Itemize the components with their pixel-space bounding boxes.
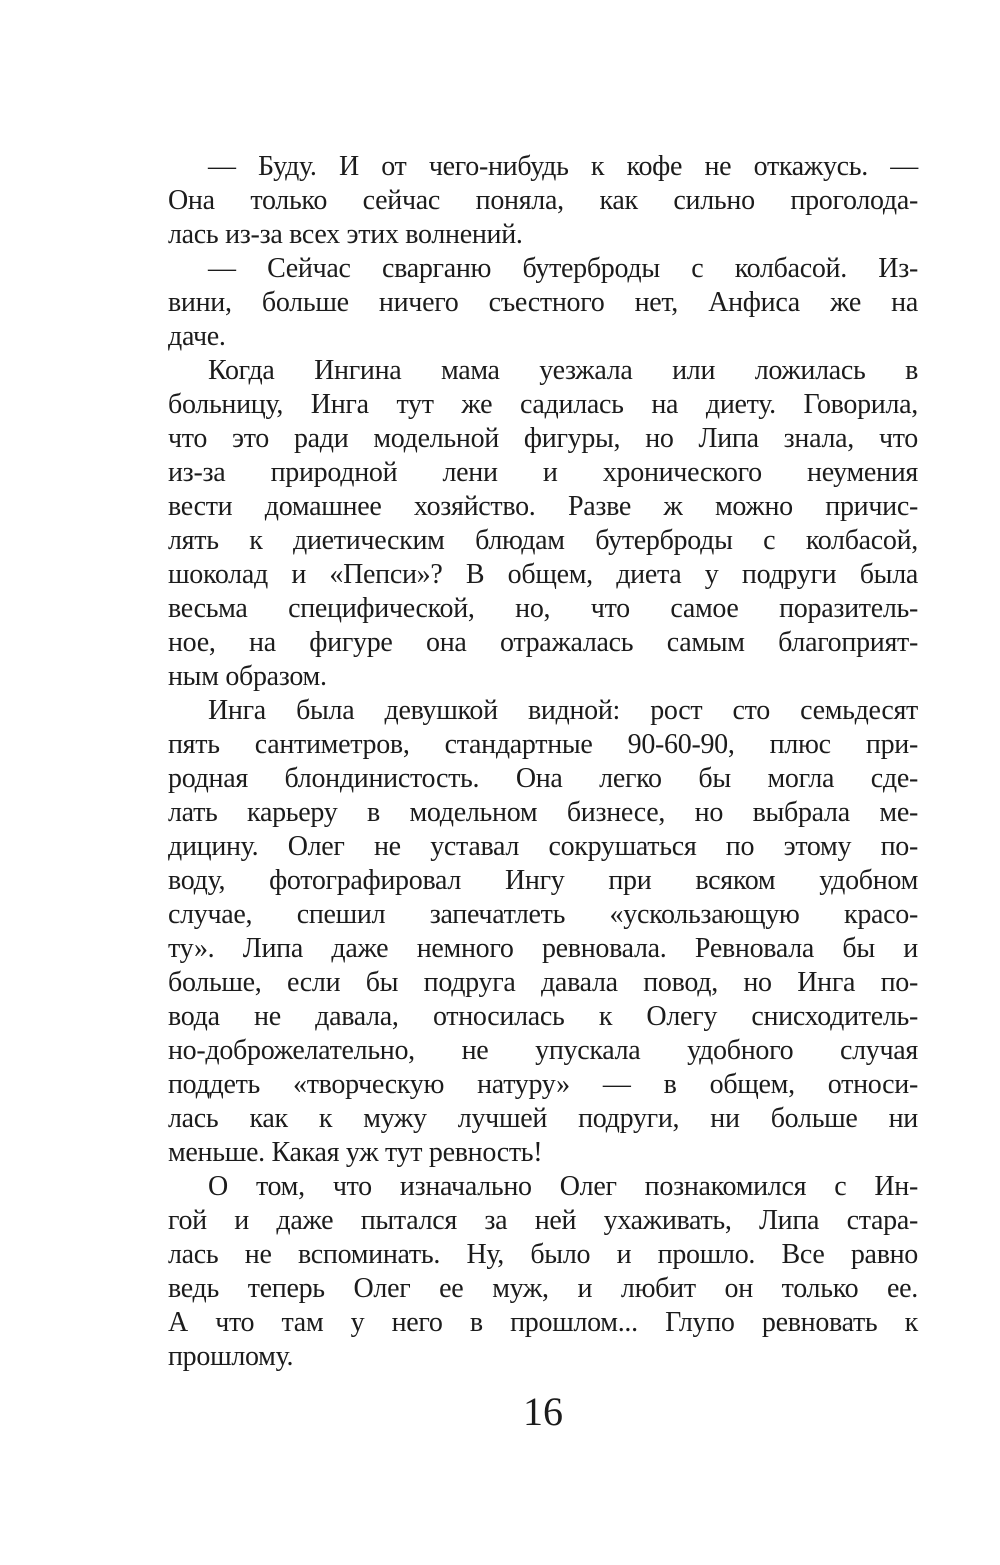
text-line: меньше. Какая уж тут ревность! — [168, 1137, 543, 1168]
text-line: вини, больше ничего съестного нет, Анфиса же на — [168, 287, 918, 318]
text-line: вода не давала, относилась к Олегу снисходитель- — [168, 1001, 918, 1032]
text-line: — Буду. И от чего-нибудь к кофе не откажусь. — — [208, 151, 918, 182]
text-line: вести домашнее хозяйство. Разве ж можно причис- — [168, 491, 918, 522]
text-line: О том, что изначально Олег познакомился с Ин- — [208, 1171, 918, 1202]
text-line: ту». Липа даже немного ревновала. Ревновала бы и — [168, 933, 918, 964]
text-line: гой и даже пытался за ней ухаживать, Липа стара- — [168, 1205, 918, 1236]
text-line: больницу, Инга тут же садилась на диету. Говорила, — [168, 389, 918, 420]
text-line: даче. — [168, 321, 226, 352]
text-line: лась не вспоминать. Ну, было и прошло. Все равно — [168, 1239, 918, 1270]
text-line: шоколад и «Пепси»? В общем, диета у подруги была — [168, 559, 918, 590]
text-line: случае, спешил запечатлеть «ускользающую красо- — [168, 899, 918, 930]
text-line: лась как к мужу лучшей подруги, ни больше ни — [168, 1103, 918, 1134]
text-line: воду, фотографировал Ингу при всяком удобном — [168, 865, 918, 896]
paragraph — [168, 694, 918, 1170]
text-line: поддеть «творческую натуру» — в общем, относи- — [168, 1069, 918, 1100]
text-line: А что там у него в прошлом... Глупо ревновать к — [168, 1307, 918, 1338]
text-line: больше, если бы подруга давала повод, но Инга по- — [168, 967, 918, 998]
page-number: 16 — [523, 1389, 563, 1434]
text-line: ное, на фигуре она отражалась самым благоприят- — [168, 627, 918, 658]
page-text — [168, 150, 918, 1374]
text-line: прошлому. — [168, 1341, 294, 1372]
text-line: — Сейчас сварганю бутерброды с колбасой. Из- — [208, 253, 918, 284]
text-line: ным образом. — [168, 661, 327, 692]
text-line: родная блондинистость. Она легко бы могла сде- — [168, 763, 918, 794]
text-line: лась из-за всех этих волнений. — [168, 219, 523, 250]
text-line: пять сантиметров, стандартные 90-60-90, плюс при- — [168, 729, 918, 760]
text-line: дицину. Олег не уставал сокрушаться по этому по- — [168, 831, 918, 862]
text-line: что это ради модельной фигуры, но Липа знала, что — [168, 423, 918, 454]
paragraph — [168, 1170, 918, 1374]
text-line: весьма специфической, но, что самое поразитель- — [168, 593, 918, 624]
paragraph — [168, 252, 918, 354]
text-line: из-за природной лени и хронического неумения — [168, 457, 918, 488]
text-line: Она только сейчас поняла, как сильно проголода- — [168, 185, 918, 216]
text-line: но-доброжелательно, не упускала удобного случая — [168, 1035, 918, 1066]
text-line: Когда Ингина мама уезжала или ложилась в — [208, 355, 918, 386]
text-line: лять к диетическим блюдам бутерброды с колбасой, — [168, 525, 918, 556]
text-line: Инга была девушкой видной: рост сто семьдесят — [208, 695, 918, 726]
text-line: ведь теперь Олег ее муж, и любит он только ее. — [168, 1273, 918, 1304]
paragraph — [168, 354, 918, 694]
text-line: лать карьеру в модельном бизнесе, но выбрала ме- — [168, 797, 918, 828]
paragraph — [168, 150, 918, 252]
